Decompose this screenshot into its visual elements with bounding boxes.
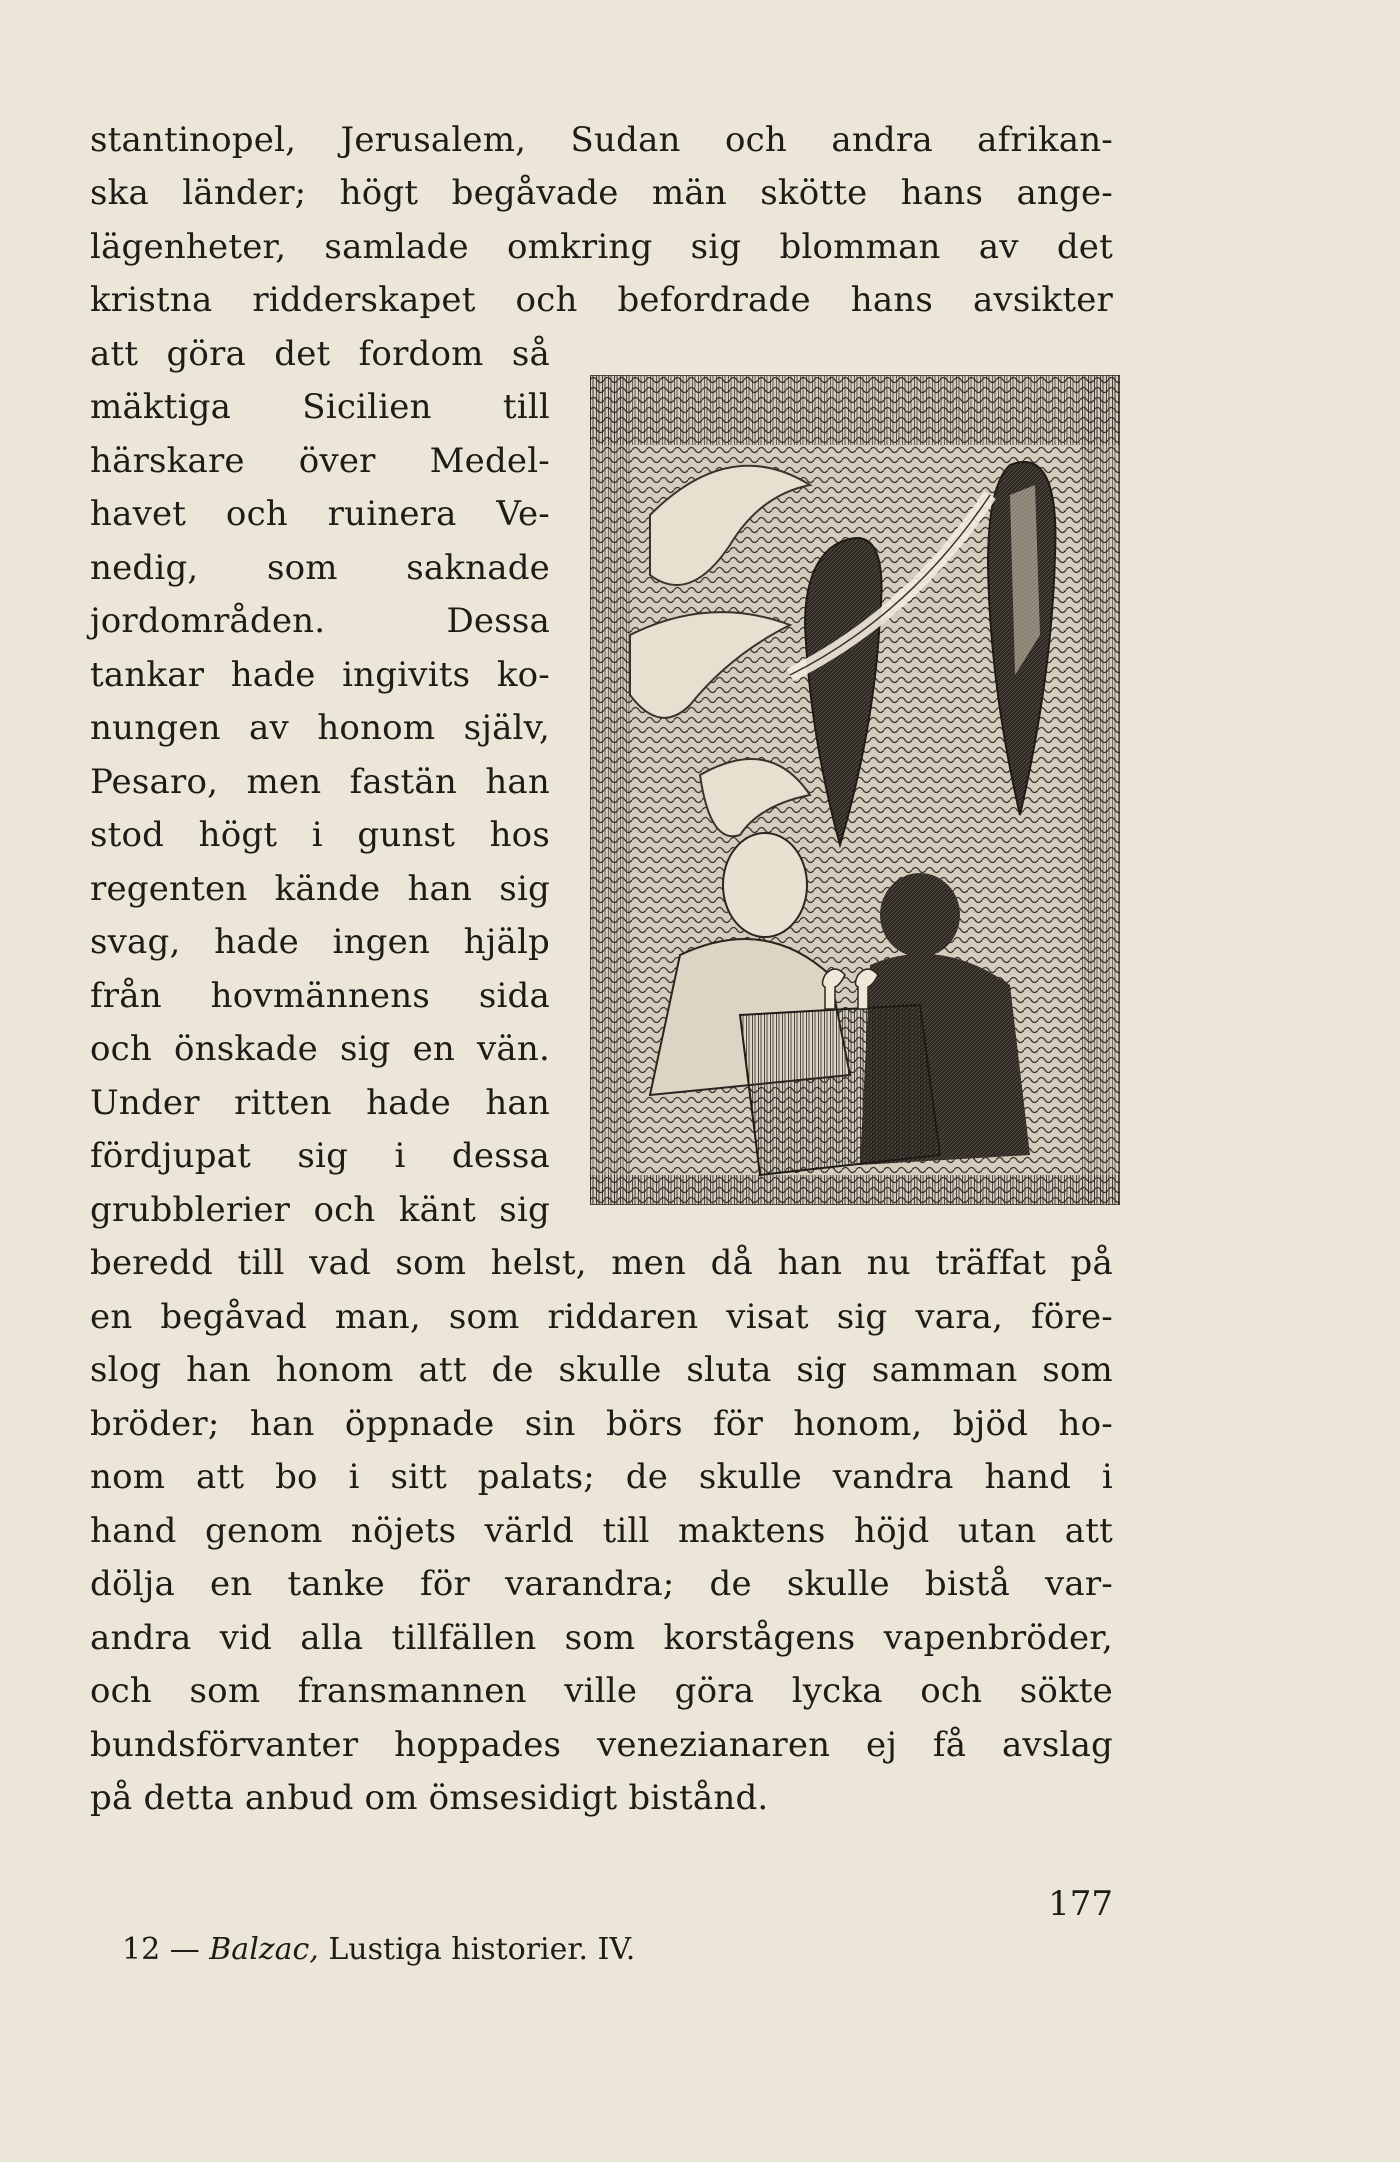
text-line-18: och önskade sig en vän.: [90, 1029, 550, 1069]
text-line-7: härskare över Medel-: [90, 441, 550, 481]
text-line-20: fördjupat sig i dessa: [90, 1136, 550, 1176]
text-line-9: nedig, som saknade: [90, 548, 550, 588]
text-line-27: hand genom nöjets värld till maktens höjd utan att: [90, 1511, 1113, 1551]
signature-number: 12 —: [122, 1932, 200, 1967]
hooded-figure-head: [723, 833, 807, 937]
text-line-12: nungen av honom själv,: [90, 708, 550, 748]
text-line-3: lägenheter, samlade omkring sig blomman av det: [90, 227, 1113, 267]
text-line-5: att göra det fordom så: [90, 334, 550, 374]
text-line-2: ska länder; högt begåvade män skötte hans ange-: [90, 173, 1113, 213]
engraving-illustration: [590, 375, 1120, 1205]
page-number: 177: [1048, 1884, 1113, 1924]
text-line-29: andra vid alla tillfällen som korstågens vapenbröder,: [90, 1618, 1113, 1658]
text-line-8: havet och ruinera Ve-: [90, 494, 550, 534]
table: [740, 1005, 940, 1175]
text-line-23: en begåvad man, som riddaren visat sig vara, före-: [90, 1297, 1113, 1337]
text-line-13: Pesaro, men fastän han: [90, 762, 550, 802]
dark-figure-head: [880, 873, 960, 957]
text-line-6: mäktiga Sicilien till: [90, 387, 550, 427]
text-line-22: beredd till vad som helst, men då han nu träffat på: [90, 1243, 1113, 1283]
text-line-32: på detta anbud om ömsesidigt bistånd.: [90, 1778, 769, 1818]
text-line-1: stantinopel, Jerusalem, Sudan och andra afrikan-: [90, 120, 1113, 160]
text-line-31: bundsförvanter hoppades venezianaren ej få avslag: [90, 1725, 1113, 1765]
text-line-25: bröder; han öppnade sin börs för honom, bjöd ho-: [90, 1404, 1113, 1444]
text-line-30: och som fransmannen ville göra lycka och sökte: [90, 1671, 1113, 1711]
signature-author: Balzac,: [209, 1932, 319, 1967]
text-line-4: kristna ridderskapet och befordrade hans avsikter: [90, 280, 1113, 320]
text-line-28: dölja en tanke för varandra; de skulle bistå var-: [90, 1564, 1113, 1604]
signature-title: Lustiga historier. IV.: [328, 1932, 636, 1967]
text-line-11: tankar hade ingivits ko-: [90, 655, 550, 695]
text-line-16: svag, hade ingen hjälp: [90, 922, 550, 962]
text-line-10: jordområden. Dessa: [90, 601, 550, 641]
text-line-14: stod högt i gunst hos: [90, 815, 550, 855]
text-line-17: från hovmännens sida: [90, 976, 550, 1016]
text-line-19: Under ritten hade han: [90, 1083, 550, 1123]
text-line-15: regenten kände han sig: [90, 869, 550, 909]
printer-signature: [122, 1932, 635, 1968]
text-line-26: nom att bo i sitt palats; de skulle vandra hand i: [90, 1457, 1113, 1497]
text-line-21: grubblerier och känt sig: [90, 1190, 550, 1230]
text-line-24: slog han honom att de skulle sluta sig samman som: [90, 1350, 1113, 1390]
